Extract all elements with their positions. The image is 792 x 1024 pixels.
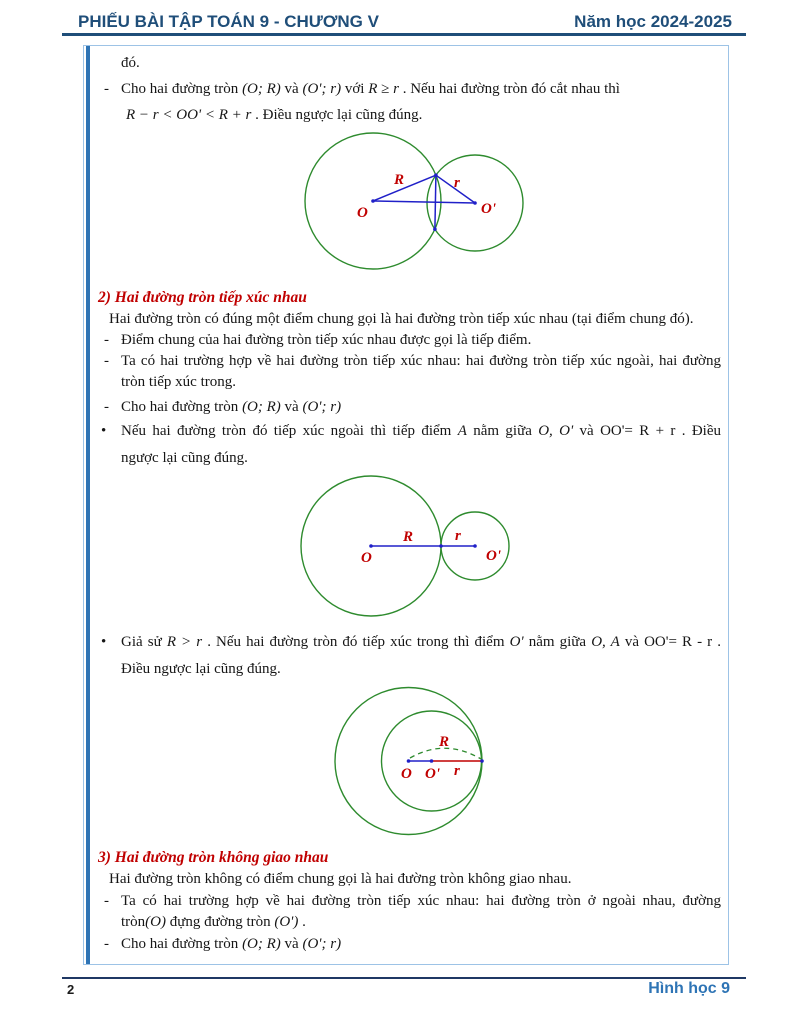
section2-item2-line2: tròn tiếp xúc trong. xyxy=(121,374,236,390)
radius-R-line xyxy=(373,175,436,201)
radius-r-label: r xyxy=(455,528,461,544)
dash-marker: - xyxy=(104,332,109,348)
center-O-prime-label: O' xyxy=(425,766,440,782)
radius-R-label: R xyxy=(394,172,405,188)
footer-subject: Hình học 9 xyxy=(648,980,730,997)
section2-item3-line: Cho hai đường tròn (O; R) và (O'; r) xyxy=(121,399,342,415)
center-O-dot xyxy=(371,199,375,203)
tangent-point-dot xyxy=(439,544,443,548)
section3-intro-line: Hai đường tròn không có điểm chung gọi là hai đường tròn không giao nhau. xyxy=(109,871,572,887)
external-tangent-circles-diagram xyxy=(297,471,523,621)
intro-continuation-line: đó. xyxy=(121,55,140,71)
tangent-point-dot xyxy=(480,759,484,763)
radius-r-label: r xyxy=(454,175,460,191)
center-O-prime-label: O' xyxy=(481,201,496,217)
center-line xyxy=(373,201,475,203)
left-accent-bar xyxy=(86,46,90,964)
footer-page-number: 2 xyxy=(67,982,75,997)
section2-heading: 2) Hai đường tròn tiếp xúc nhau xyxy=(98,289,307,306)
intersecting-circles-diagram xyxy=(291,129,531,281)
center-O-prime-dot xyxy=(430,759,434,763)
intro-formula-line: R − r < OO' < R + r . Điều ngược lại cũng đúng. xyxy=(126,107,423,123)
center-O-label: O xyxy=(361,550,372,566)
radius-R-label: R xyxy=(403,529,414,545)
center-O-prime-dot xyxy=(473,544,477,548)
radius-r-label: r xyxy=(454,763,460,779)
radius-R-label: R xyxy=(439,734,450,750)
center-O-dot xyxy=(369,544,373,548)
section3-item2-line: Cho hai đường tròn (O; R) và (O'; r) xyxy=(121,936,342,952)
header-title: PHIẾU BÀI TẬP TOÁN 9 - CHƯƠNG V xyxy=(78,12,379,31)
center-O-label: O xyxy=(357,205,368,221)
common-chord-line xyxy=(435,175,436,229)
section3-item1-line2: tròn(O) đựng đường tròn (O') . xyxy=(121,914,306,930)
center-O-label: O xyxy=(401,766,412,782)
header-rule xyxy=(62,33,746,36)
center-O-prime-label: O' xyxy=(486,548,501,564)
section2-bullet1-line2: ngược lại cũng đúng. xyxy=(121,450,248,466)
header-school-year: Năm học 2024-2025 xyxy=(574,12,732,31)
dash-marker: - xyxy=(104,399,109,415)
footer-rule xyxy=(62,977,746,979)
center-O-dot xyxy=(407,759,411,763)
lower-intersection-dot xyxy=(433,227,437,231)
dash-marker: - xyxy=(104,893,109,909)
section2-intro-line: Hai đường tròn có đúng một điểm chung gọi là hai đường tròn tiếp xúc nhau (tại điểm chung đó). xyxy=(109,311,694,327)
section2-item1-line: Điểm chung của hai đường tròn tiếp xúc nhau được gọi là tiếp điểm. xyxy=(121,332,532,348)
dash-marker: - xyxy=(104,353,109,369)
section2-bullet2-line1: Giả sử R > r . Nếu hai đường tròn đó tiếp xúc trong thì điểm O' nằm giữa O, A và OO'= R - r . xyxy=(121,634,721,650)
dash-marker: - xyxy=(104,936,109,952)
section3-item1-line1: Ta có hai trường hợp về hai đường tròn tiếp xúc nhau: hai đường tròn ở ngoài nhau, đường xyxy=(121,893,721,909)
section3-heading: 3) Hai đường tròn không giao nhau xyxy=(98,849,329,866)
section2-bullet1-line1: Nếu hai đường tròn đó tiếp xúc ngoài thì tiếp điểm A nằm giữa O, O' và OO'= R + r . Điều xyxy=(121,423,721,439)
intro-item-line: Cho hai đường tròn (O; R) và (O'; r) với R ≥ r . Nếu hai đường tròn đó cắt nhau thì xyxy=(121,81,620,97)
content-box xyxy=(83,45,729,965)
section2-bullet2-line2: Điều ngược lại cũng đúng. xyxy=(121,661,281,677)
dash-marker: - xyxy=(104,81,109,97)
section2-item2-line1: Ta có hai trường hợp về hai đường tròn tiếp xúc nhau: hai đường tròn tiếp xúc ngoài, hai đường xyxy=(121,353,721,369)
bullet-marker: • xyxy=(101,634,107,650)
bullet-marker: • xyxy=(101,423,107,439)
center-O-prime-dot xyxy=(473,201,477,205)
upper-intersection-dot xyxy=(434,173,438,177)
internal-tangent-circles-diagram xyxy=(331,686,541,841)
